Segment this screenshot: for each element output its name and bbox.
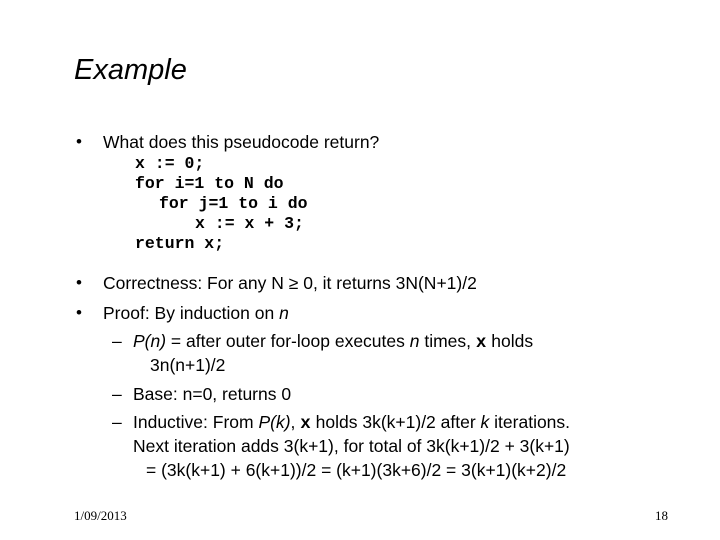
text: holds	[486, 331, 534, 351]
pn-label: P(n)	[133, 331, 167, 351]
code-x: x	[300, 414, 311, 434]
text: = after outer for-loop executes	[166, 331, 410, 351]
dash-marker: –	[112, 384, 122, 404]
bullet-marker: •	[76, 303, 82, 322]
variable-k: k	[480, 412, 490, 432]
pk-label: P(k)	[258, 412, 291, 432]
code-line-1: x := 0;	[135, 154, 205, 173]
text: iterations.	[489, 412, 571, 432]
bullet-marker: •	[76, 132, 82, 151]
bullet-marker: •	[76, 273, 82, 292]
text: times,	[419, 331, 476, 351]
text: ,	[290, 412, 301, 432]
code-x: x	[475, 333, 487, 353]
variable-n: n	[409, 331, 420, 351]
bullet-correctness: Correctness: For any N ≥ 0, it returns 3N(N+1)/2	[103, 273, 477, 293]
code-line-4: x := x + 3;	[195, 214, 304, 233]
variable-n: n	[279, 303, 289, 323]
text: holds 3k(k+1)/2 after	[310, 412, 481, 432]
sub-bullet-inductive-line-3: = (3k(k+1) + 6(k+1))/2 = (k+1)(3k+6)/2 = 3(k+1)(k+2)/2	[146, 460, 567, 480]
code-line-3: for j=1 to i do	[159, 194, 308, 213]
text: Inductive: From	[133, 412, 259, 432]
sub-bullet-base: Base: n=0, returns 0	[133, 384, 292, 404]
bullet-proof	[103, 302, 289, 324]
sub-bullet-inductive	[133, 411, 570, 435]
code-line-2: for i=1 to N do	[135, 174, 284, 193]
footer-date: 1/09/2013	[74, 508, 127, 523]
sub-bullet-pn-continuation: 3n(n+1)/2	[150, 355, 226, 375]
sub-bullet-pn	[133, 330, 533, 354]
page-number: 18	[655, 508, 668, 523]
code-line-5: return x;	[135, 234, 225, 253]
sub-bullet-inductive-line-2: Next iteration adds 3(k+1), for total of 3k(k+1)/2 + 3(k+1)	[133, 436, 570, 456]
slide-title: Example	[74, 54, 187, 86]
bullet-question: What does this pseudocode return?	[103, 132, 380, 152]
dash-marker: –	[112, 331, 122, 351]
dash-marker: –	[112, 412, 122, 432]
proof-text: Proof: By induction on	[103, 303, 280, 323]
